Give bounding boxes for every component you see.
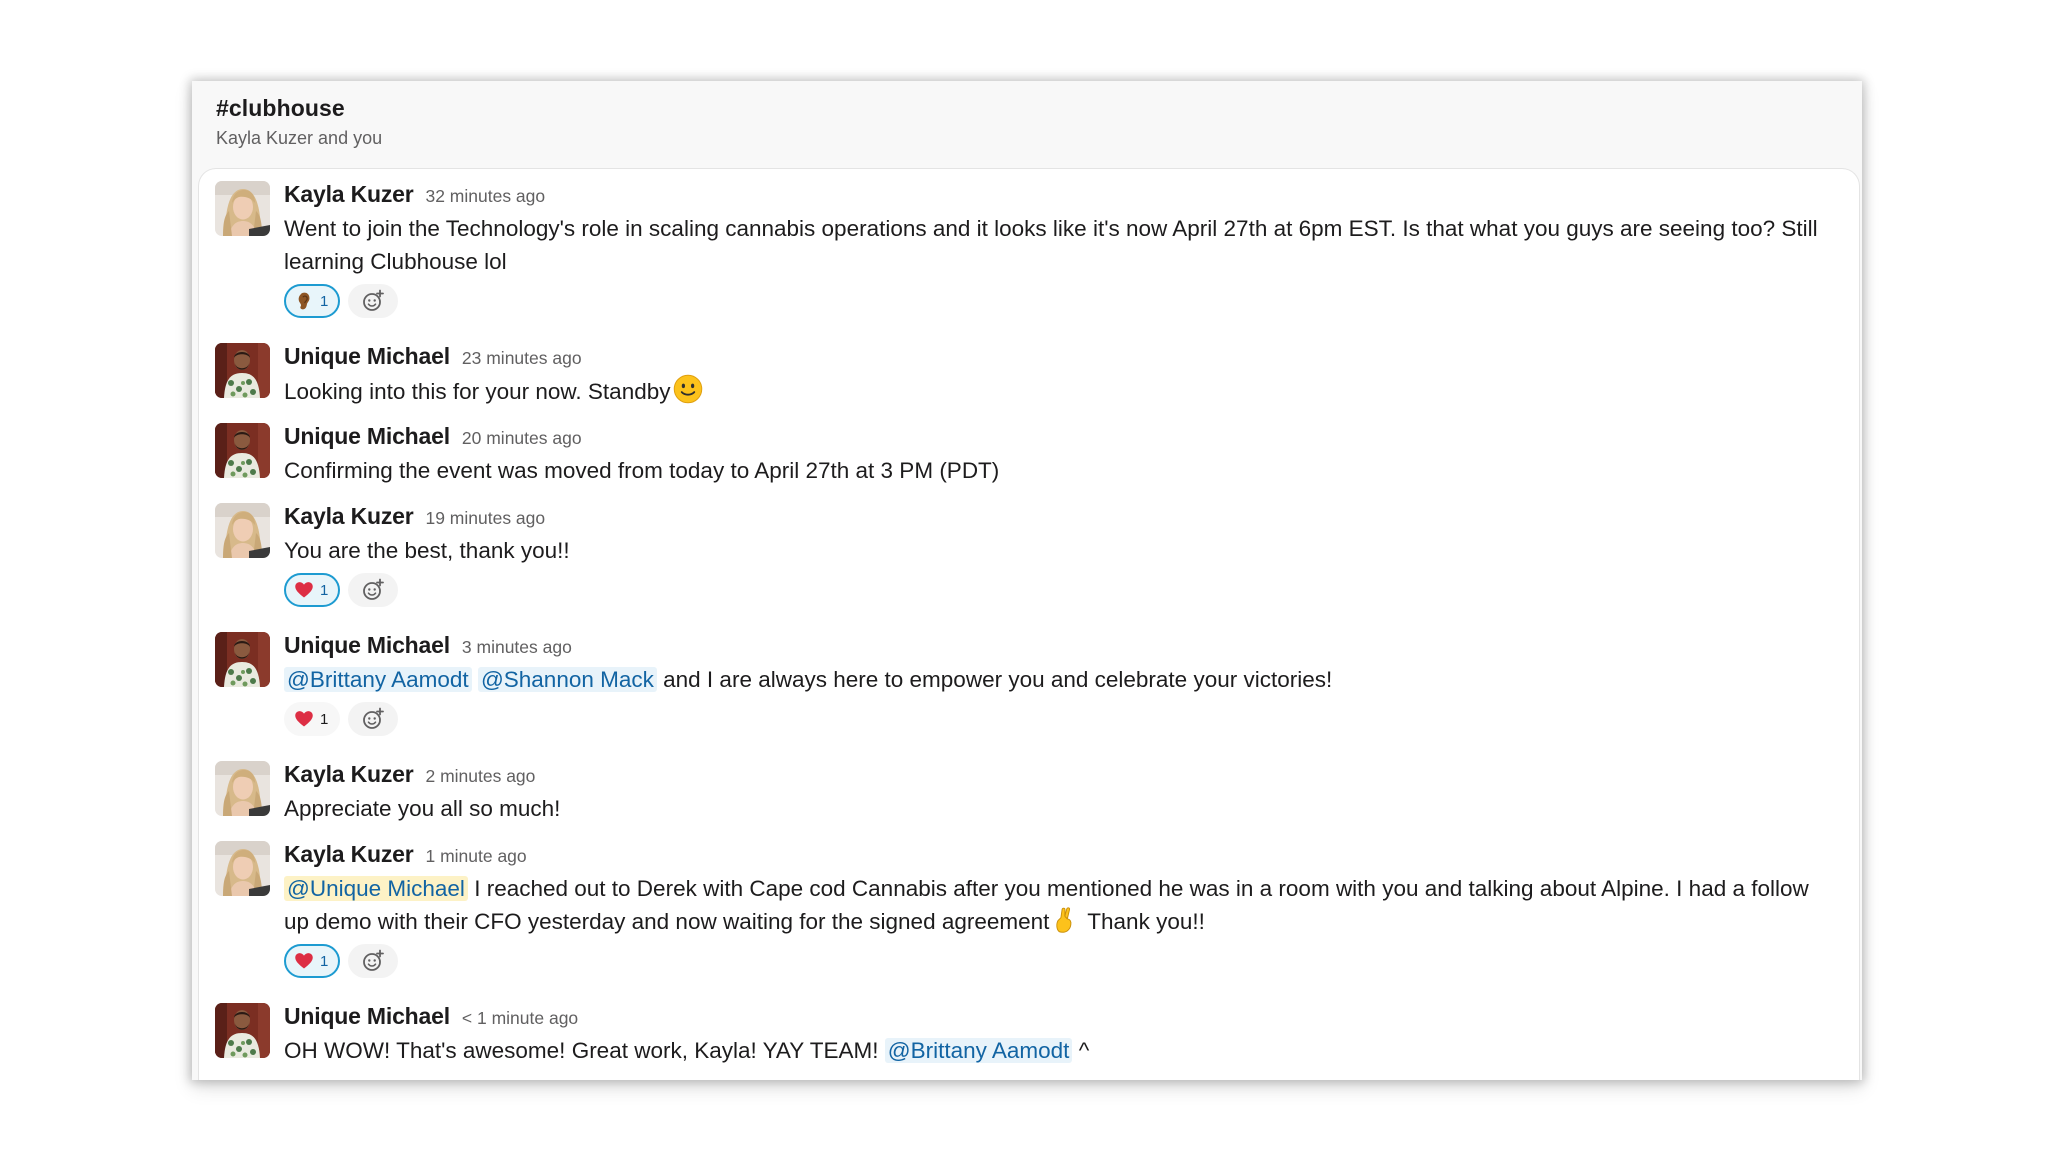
message-author[interactable]: Kayla Kuzer: [284, 503, 414, 529]
reaction-pill[interactable]: [284, 702, 340, 736]
message-timestamp[interactable]: 2 minutes ago: [425, 766, 536, 786]
message-text: [284, 663, 1839, 696]
heart-icon: [294, 951, 314, 971]
avatar[interactable]: [215, 841, 270, 896]
avatar[interactable]: [215, 343, 270, 398]
user-mention[interactable]: @Unique Michael: [284, 876, 468, 901]
slightly-smiling-face-icon: [673, 374, 703, 404]
message-timestamp[interactable]: 1 minute ago: [425, 846, 527, 866]
reaction-bar: [284, 284, 1839, 318]
user-mention[interactable]: @Brittany Aamodt: [885, 1038, 1073, 1063]
message-text: You are the best, thank you!!: [284, 538, 570, 563]
avatar[interactable]: [215, 632, 270, 687]
message-item: [215, 503, 1839, 607]
reaction-count: 1: [320, 581, 329, 599]
add-reaction-icon: [361, 707, 385, 731]
reaction-count: 1: [320, 710, 329, 728]
message-text: Confirming the event was moved from today to April 27th at 3 PM (PDT): [284, 458, 1000, 483]
message-item: [215, 423, 1839, 487]
add-reaction-icon: [361, 949, 385, 973]
heart-icon: [294, 580, 314, 600]
message-author[interactable]: Unique Michael: [284, 343, 450, 369]
heart-icon: [294, 709, 314, 729]
message-body-end: ^: [1078, 1038, 1090, 1063]
avatar[interactable]: [215, 423, 270, 478]
add-reaction-icon: [361, 289, 385, 313]
message-text: Went to join the Technology's role in scaling cannabis operations and it looks like it's now April 27th at 6pm EST. Is that what you guys are seeing too? Still learning Clubhouse lol: [284, 216, 1818, 274]
message-item: [215, 181, 1839, 318]
message-body: and I are always here to empower you and celebrate your victories!: [663, 667, 1333, 692]
message-author[interactable]: Kayla Kuzer: [284, 841, 414, 867]
message-author[interactable]: Kayla Kuzer: [284, 181, 414, 207]
message-item: [215, 632, 1839, 736]
avatar[interactable]: [215, 761, 270, 816]
reaction-bar: [284, 702, 1839, 736]
add-reaction-button[interactable]: [348, 944, 398, 978]
message-timestamp[interactable]: 19 minutes ago: [425, 508, 546, 528]
message-text: [284, 1034, 1839, 1067]
message-body: OH WOW! That's awesome! Great work, Kayla! YAY TEAM!: [284, 1038, 879, 1063]
channel-name: #clubhouse: [216, 95, 345, 121]
message-text: [284, 374, 1839, 408]
avatar[interactable]: [215, 503, 270, 558]
channel-members: Kayla Kuzer and you: [216, 128, 383, 148]
crossed-fingers-icon: [1051, 906, 1079, 934]
ear-icon: [294, 291, 314, 311]
add-reaction-button[interactable]: [348, 284, 398, 318]
reaction-count: 1: [320, 292, 329, 310]
message-body-end: Thank you!!: [1087, 909, 1205, 934]
message-item: [215, 761, 1839, 825]
message-timestamp[interactable]: 3 minutes ago: [461, 637, 572, 657]
add-reaction-button[interactable]: [348, 702, 398, 736]
message-body: Looking into this for your now. Standby: [284, 379, 671, 404]
message-body: I reached out to Derek with Cape cod Cannabis after you mentioned he was in a room with you and talking about Alpine. I had a follow up demo with their CFO yesterday and now waiting for the signed agreement: [284, 876, 1809, 934]
conversation-window: [192, 81, 1862, 1080]
message-author[interactable]: Kayla Kuzer: [284, 761, 414, 787]
message-text: Appreciate you all so much!: [284, 796, 561, 821]
message-list: [198, 168, 1860, 1080]
message-timestamp[interactable]: 23 minutes ago: [461, 348, 582, 368]
reaction-bar: [284, 944, 1839, 978]
message-item: [215, 841, 1839, 978]
add-reaction-icon: [361, 578, 385, 602]
reaction-pill[interactable]: [284, 573, 340, 607]
reaction-count: 1: [320, 952, 329, 970]
user-mention[interactable]: @Shannon Mack: [478, 667, 657, 692]
channel-header: [216, 95, 382, 149]
message-timestamp[interactable]: < 1 minute ago: [461, 1008, 579, 1028]
message-item: [215, 343, 1839, 408]
add-reaction-button[interactable]: [348, 573, 398, 607]
message-author[interactable]: Unique Michael: [284, 1003, 450, 1029]
message-author[interactable]: Unique Michael: [284, 632, 450, 658]
avatar[interactable]: [215, 181, 270, 236]
avatar[interactable]: [215, 1003, 270, 1058]
message-timestamp[interactable]: 20 minutes ago: [461, 428, 582, 448]
reaction-pill[interactable]: [284, 944, 340, 978]
reaction-pill[interactable]: [284, 284, 340, 318]
message-timestamp[interactable]: 32 minutes ago: [425, 186, 546, 206]
message-item: [215, 1003, 1839, 1067]
message-author[interactable]: Unique Michael: [284, 423, 450, 449]
reaction-bar: [284, 573, 1839, 607]
message-text: [284, 872, 1839, 938]
user-mention[interactable]: @Brittany Aamodt: [284, 667, 472, 692]
